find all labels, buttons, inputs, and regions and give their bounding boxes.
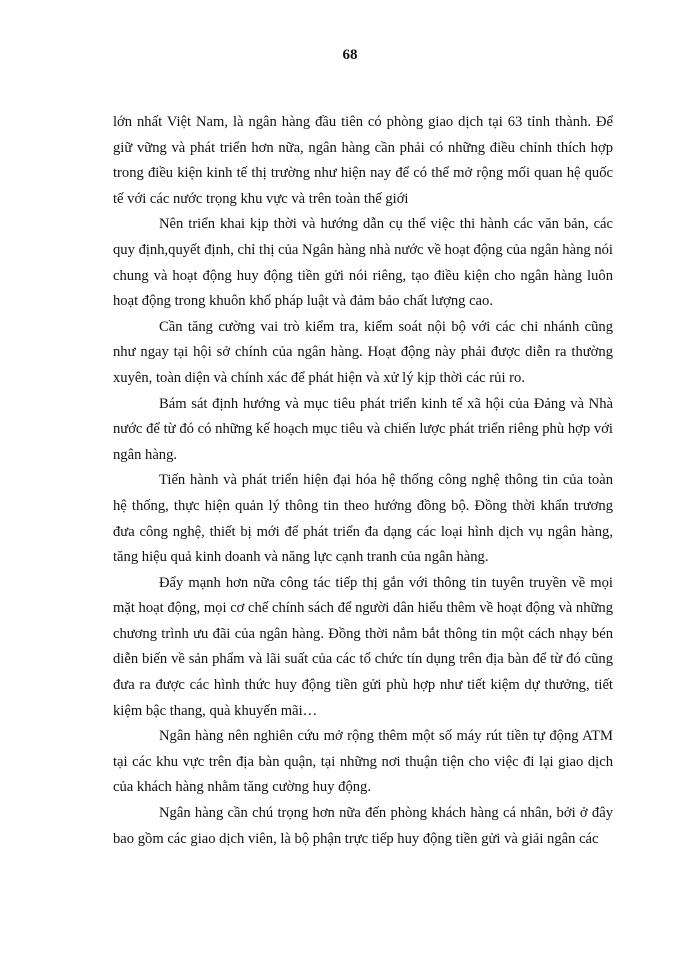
page-number: 68: [342, 47, 358, 63]
body-text: [113, 110, 613, 852]
paragraph: Ngân hàng cần chú trọng hơn nữa đến phòng khách hàng cá nhân, bởi ở đây bao gồm các giao dịch viên, là bộ phận trực tiếp huy động tiền gửi và giải ngân các: [113, 805, 613, 847]
paragraph: Bám sát định hướng và mục tiêu phát triển kinh tế xã hội của Đảng và Nhà nước để từ đó có những kế hoạch mục tiêu và chiến lược phát triển riêng phù hợp với ngân hàng.: [113, 395, 613, 463]
paragraph: Đẩy mạnh hơn nữa công tác tiếp thị gắn với thông tin tuyên truyền về mọi mặt hoạt động, mọi cơ chế chính sách để người dân hiểu thêm về hoạt động và những chương trình ưu đãi của ngân hàng. Đồng thời nắm bắt thông tin một cách nhạy bén diễn biến về sản phẩm và lãi suất của các tổ chức tín dụng trên địa bàn để từ đó cũng đưa ra được các hình thức huy động tiền gửi phù hợp như tiết kiệm dự thưởng, tiết kiệm bậc thang, quà khuyến mãi…: [113, 574, 613, 719]
paragraph: Cần tăng cường vai trò kiểm tra, kiểm soát nội bộ với các chi nhánh cũng như ngay tại hội sở chính của ngân hàng. Hoạt động này phải được diễn ra thường xuyên, toàn diện và chính xác để phát hiện và xử lý kịp thời các rủi ro.: [113, 318, 613, 386]
paragraph: lớn nhất Việt Nam, là ngân hàng đầu tiên có phòng giao dịch tại 63 tỉnh thành. Để giữ vững và phát triển hơn nữa, ngân hàng cần phải có những điều chỉnh thích hợp trong điều kiện kinh tế thị trường như hiện nay để có thể mở rộng mối quan hệ quốc tế với các nước trọng khu vực và trên toàn thế giới: [113, 114, 613, 207]
paragraph: Ngân hàng nên nghiên cứu mở rộng thêm một số máy rút tiền tự động ATM tại các khu vực trên địa bàn quận, tại những nơi thuận tiện cho việc đi lại giao dịch của khách hàng nhằm tăng cường huy động.: [113, 728, 613, 796]
paragraph: Tiến hành và phát triển hiện đại hóa hệ thống công nghệ thông tin của toàn hệ thống, thực hiện quản lý thông tin theo hướng đồng bộ. Đồng thời khẩn trương đưa công nghệ, thiết bị mới để phát triển đa dạng các loại hình dịch vụ ngân hàng, tăng hiệu quả kinh doanh và năng lực cạnh tranh của ngân hàng.: [113, 472, 613, 566]
paragraph: Nên triển khai kịp thời và hướng dẫn cụ thể việc thi hành các văn bản, các quy định,quyết định, chỉ thị của Ngân hàng nhà nước về hoạt động của ngân hàng nói chung và hoạt động huy động tiền gửi nói riêng, tạo điều kiện cho ngân hàng luôn hoạt động trong khuôn khổ pháp luật và đảm bảo chất lượng cao.: [113, 216, 613, 310]
